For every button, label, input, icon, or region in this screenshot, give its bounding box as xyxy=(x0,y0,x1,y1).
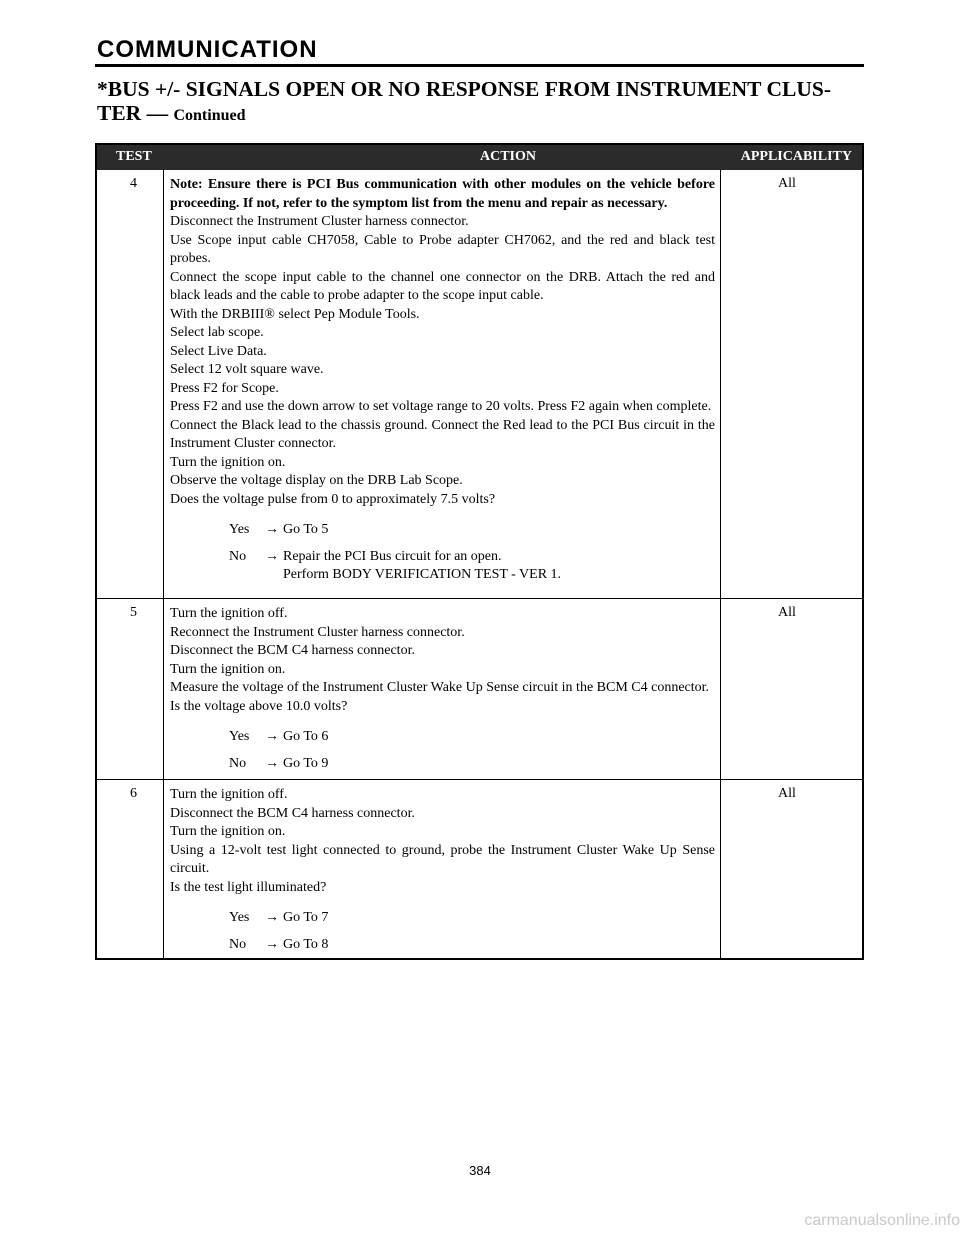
answer-yes xyxy=(170,909,715,930)
heading-line-1: *BUS +/- SIGNALS OPEN OR NO RESPONSE FROM INSTRUMENT CLUS- xyxy=(97,77,832,101)
table-row-test-5 xyxy=(97,599,862,779)
step: With the DRBIII® select Pep Module Tools. xyxy=(170,306,420,322)
answer-label: No xyxy=(229,937,247,952)
page-heading xyxy=(97,77,867,128)
step: Connect the scope input cable to the channel one connector on the DRB. Attach the red and black leads and the cable to probe adapter to the scope input cable. xyxy=(170,269,715,303)
step: Press F2 and use the down arrow to set voltage range to 20 volts. Press F2 again when complete. xyxy=(170,399,712,414)
section-title: COMMUNICATION xyxy=(97,36,318,63)
step: Connect the Black lead to the chassis ground. Connect the Red lead to the PCI Bus circuit in the Instrument Cluster connector. xyxy=(170,417,715,451)
arrow-icon: → xyxy=(265,549,279,564)
answer-label: No xyxy=(229,549,247,564)
column-header-applicability: APPLICABILITY xyxy=(740,149,852,164)
step: Disconnect the Instrument Cluster harness connector. xyxy=(170,214,469,229)
watermark: carmanualsonline.info xyxy=(804,1212,960,1229)
question: Does the voltage pulse from 0 to approximately 7.5 volts? xyxy=(170,491,496,507)
action-cell xyxy=(170,786,715,957)
arrow-icon: → xyxy=(265,937,279,952)
answer-no xyxy=(170,548,715,588)
action-cell xyxy=(170,605,715,776)
answer-result: Go To 7 xyxy=(283,910,329,925)
column-header-test: TEST xyxy=(116,149,152,164)
step: Turn the ignition on. xyxy=(170,454,286,470)
step: Using a 12-volt test light connected to ground, probe the Instrument Cluster Wake Up Sense circuit. xyxy=(170,842,715,876)
test-number: 4 xyxy=(130,176,137,191)
arrow-icon: → xyxy=(265,522,279,537)
step: Select Live Data. xyxy=(170,343,267,359)
diagnostic-table xyxy=(95,143,864,960)
answer-result: Repair the PCI Bus circuit for an open. xyxy=(283,549,502,564)
arrow-icon: → xyxy=(265,756,279,771)
step: Reconnect the Instrument Cluster harness connector. xyxy=(170,624,465,640)
question: Is the voltage above 10.0 volts? xyxy=(170,698,348,714)
step: Turn the ignition off. xyxy=(170,787,288,802)
answer-label: Yes xyxy=(229,910,250,925)
step: Use Scope input cable CH7058, Cable to Probe adapter CH7062, and the red and black test probes. xyxy=(170,232,715,266)
test-number: 6 xyxy=(130,786,137,801)
page-number: 384 xyxy=(469,1163,491,1178)
step: Observe the voltage display on the DRB Lab Scope. xyxy=(170,473,463,488)
step: Turn the ignition on. xyxy=(170,661,286,677)
answer-result-line-2: Perform BODY VERIFICATION TEST - VER 1. xyxy=(283,567,562,582)
heading-line-2: TER — Continued xyxy=(97,101,246,125)
step: Measure the voltage of the Instrument Cluster Wake Up Sense circuit in the BCM C4 connector. xyxy=(170,680,710,695)
note-text: Note: Ensure there is PCI Bus communication with other modules on the vehicle before proceeding. If not, refer to the symptom list from the menu and repair as necessary. xyxy=(170,177,715,211)
answer-yes xyxy=(170,728,715,749)
step: Turn the ignition on. xyxy=(170,824,286,839)
answer-no xyxy=(170,936,715,957)
answer-label: No xyxy=(229,756,247,771)
title-rule xyxy=(95,64,864,67)
table-row-test-4 xyxy=(97,170,862,598)
test-number: 5 xyxy=(130,605,137,620)
answer-result: Go To 6 xyxy=(283,729,329,744)
answer-label: Yes xyxy=(229,729,250,744)
column-header-action: ACTION xyxy=(480,149,537,164)
question: Is the test light illuminated? xyxy=(170,879,327,895)
answer-result: Go To 5 xyxy=(283,522,329,537)
table-header xyxy=(97,145,862,170)
step: Turn the ignition off. xyxy=(170,606,288,621)
action-cell xyxy=(170,176,715,588)
answer-no xyxy=(170,755,715,776)
step: Disconnect the BCM C4 harness connector. xyxy=(170,805,415,821)
applicability-value: All xyxy=(778,176,796,191)
step: Select lab scope. xyxy=(170,325,264,340)
arrow-icon: → xyxy=(265,910,279,925)
applicability-value: All xyxy=(778,786,796,801)
answer-label: Yes xyxy=(229,522,250,537)
answer-yes xyxy=(170,521,715,542)
step: Press F2 for Scope. xyxy=(170,380,279,396)
step: Select 12 volt square wave. xyxy=(170,362,324,377)
answer-result: Go To 9 xyxy=(283,756,329,771)
table-row-test-6 xyxy=(97,780,862,958)
step: Disconnect the BCM C4 harness connector. xyxy=(170,643,415,658)
answer-result: Go To 8 xyxy=(283,937,329,952)
arrow-icon: → xyxy=(265,729,279,744)
applicability-value: All xyxy=(778,605,796,620)
continued-label: Continued xyxy=(173,107,246,124)
